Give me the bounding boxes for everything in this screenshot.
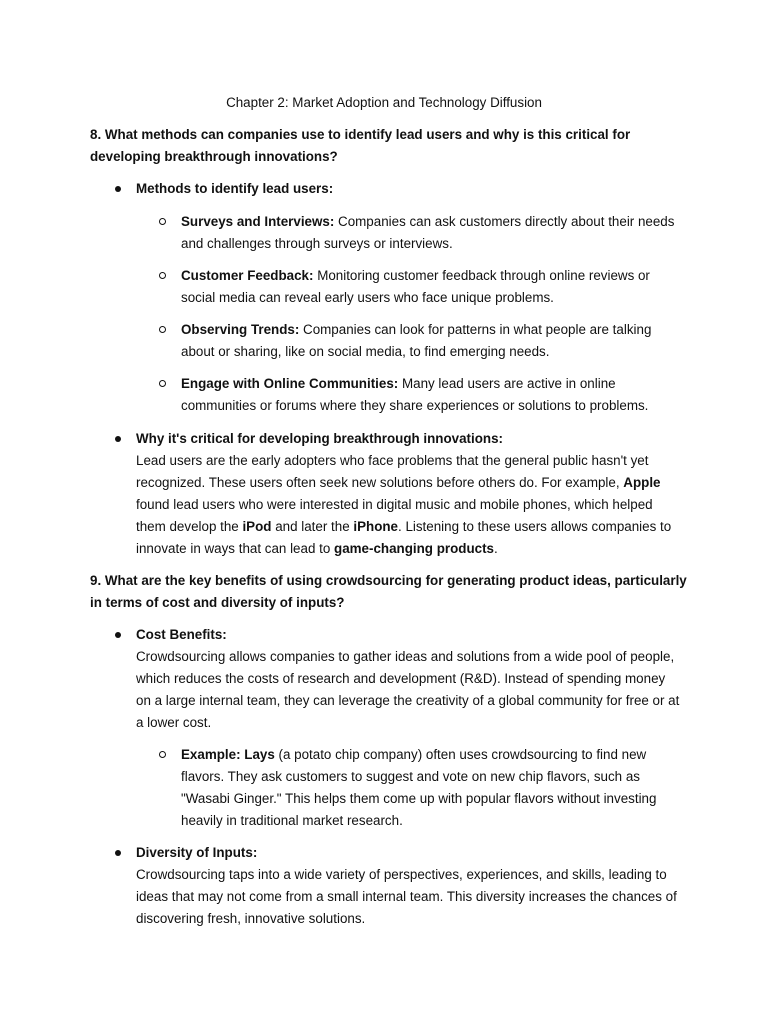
method-term: Customer Feedback: [181, 268, 314, 283]
apple-term: Apple [623, 475, 661, 490]
why-text-part: . [493, 541, 498, 556]
why-text-part: and later the [271, 519, 354, 534]
diversity-text: Crowdsourcing taps into a wide variety of perspectives, experiences, and skills, leading to ideas that may not come from a small internal team. This diversity increases the chances of discovering fresh, innovative solutions. [136, 867, 677, 926]
methods-heading: Methods to identify lead users: [136, 181, 334, 196]
bullet-icon [115, 186, 121, 192]
why-text [136, 453, 671, 556]
bullet-icon [115, 850, 121, 856]
cost-heading: Cost Benefits: [136, 627, 227, 642]
why-text-part: found lead users who were interested in digital music and mobile phones, which helped them develop the [136, 497, 653, 534]
sub-bullet-icon [159, 751, 166, 758]
sub-bullet-icon [159, 380, 166, 387]
sub-bullet-icon [159, 272, 166, 279]
bullet-methods [136, 178, 681, 200]
why-text-part: . Listening to these users allows companies to innovate in ways that can lead to [136, 519, 672, 556]
bullet-icon [115, 632, 121, 638]
bullet-why-critical [136, 428, 681, 560]
example-item [181, 744, 686, 832]
why-text-part: Lead users are the early adopters who face problems that the general public hasn't yet recognized. These users often seek new solutions before others do. For example, [136, 453, 649, 490]
method-term: Observing Trends: [181, 322, 300, 337]
bullet-cost-benefits [136, 624, 681, 734]
method-item [181, 211, 686, 255]
method-item [181, 265, 686, 309]
method-text: Companies can ask customers directly about their needs and challenges through surveys or interviews. [181, 214, 675, 251]
bullet-diversity [136, 842, 681, 930]
game-changing-term: game-changing products [334, 541, 494, 556]
diversity-heading: Diversity of Inputs: [136, 845, 258, 860]
method-term: Engage with Online Communities: [181, 376, 399, 391]
iphone-term: iPhone [353, 519, 398, 534]
question-8: 8. What methods can companies use to identify lead users and why is this critical for developing breakthrough innovations? [90, 127, 631, 164]
cost-text: Crowdsourcing allows companies to gather ideas and solutions from a wide pool of people, which reduces the costs of research and development (R&D). Instead of spending money on a large internal team, they can leverage the creativity of a global community for free or at a lower cost. [136, 649, 680, 730]
question-9: 9. What are the key benefits of using crowdsourcing for generating product ideas, particularly in terms of cost and diversity of inputs? [90, 573, 687, 610]
ipod-term: iPod [242, 519, 272, 534]
method-text: Companies can look for patterns in what people are talking about or sharing, like on social media, to find emerging needs. [181, 322, 652, 359]
sub-bullet-icon [159, 218, 166, 225]
method-item [181, 373, 686, 417]
method-text: Many lead users are active in online communities or forums where they share experiences or solutions to problems. [181, 376, 649, 413]
example-text: (a potato chip company) often uses crowdsourcing to find new flavors. They ask customers to suggest and vote on new chip flavors, such as "Wasabi Ginger." This helps them come up with popular flavors without investing heavily in traditional market research. [181, 747, 657, 828]
why-heading: Why it's critical for developing breakthrough innovations: [136, 431, 504, 446]
example-term: Example: Lays [181, 747, 275, 762]
chapter-title: Chapter 2: Market Adoption and Technology Diffusion [226, 95, 542, 110]
sub-bullet-icon [159, 326, 166, 333]
method-text: Monitoring customer feedback through online reviews or social media can reveal early users who face unique problems. [181, 268, 650, 305]
bullet-icon [115, 436, 121, 442]
method-term: Surveys and Interviews: [181, 214, 335, 229]
method-item [181, 319, 686, 363]
